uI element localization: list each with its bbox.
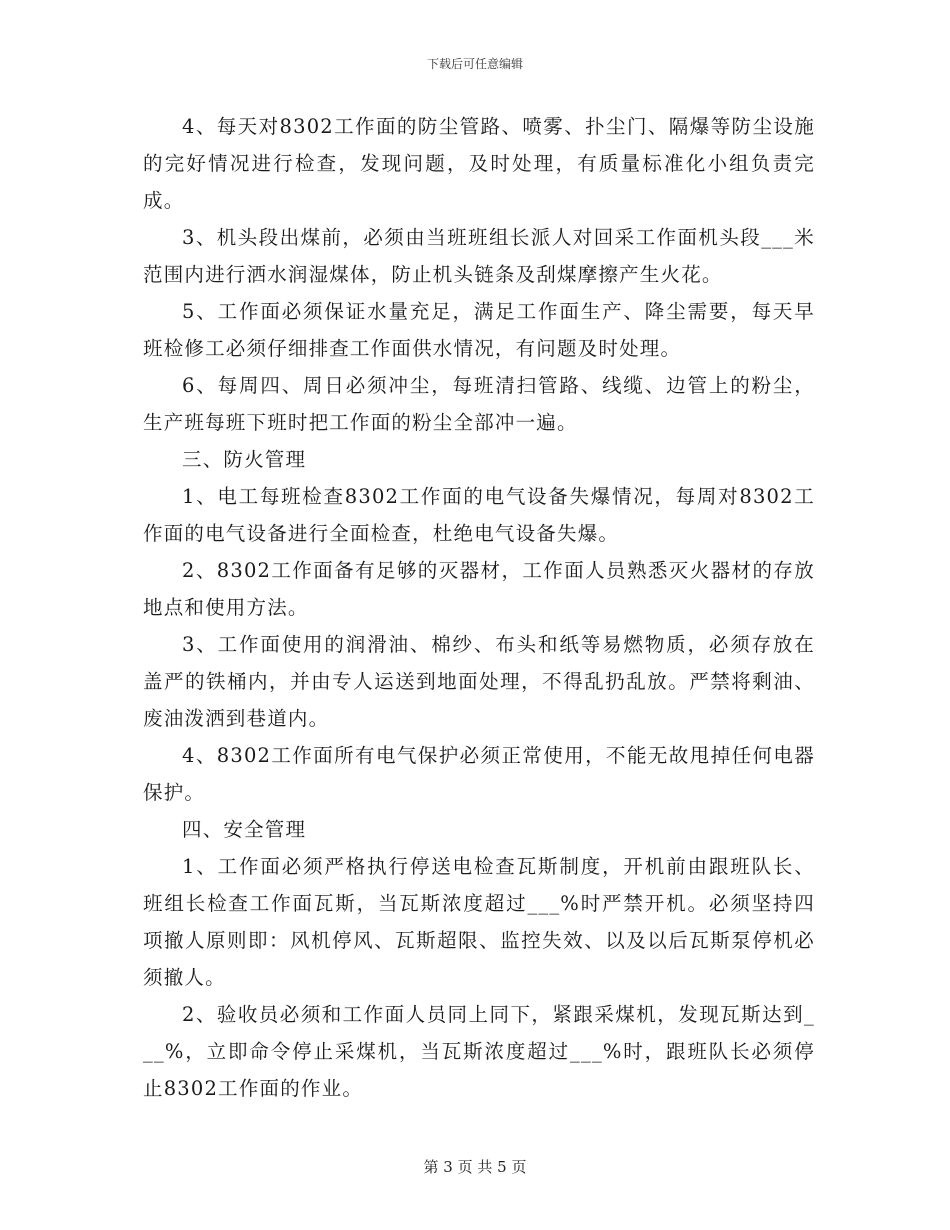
section-heading-fire-management: 三、防火管理 — [182, 448, 307, 471]
paragraph-inspector-duty: 2、验收员必须和工作面人员同上同下，紧跟采煤机，发现瓦斯达到___%，立即命令停止采煤机，当瓦斯浓度超过___%时，跟班队长必须停止8302工作面的作业。 — [143, 1003, 815, 1100]
paragraph-electrical-protection: 4、8302工作面所有电气保护必须正常使用，不能无故甩掉任何电器保护。 — [143, 744, 815, 804]
page-number: 第 3 页 共 5 页 — [423, 1158, 527, 1176]
document-body — [143, 108, 815, 1107]
paragraph-electrical-inspection: 1、电工每班检查8302工作面的电气设备失爆情况，每周对8302工作面的电气设备进行全面检查，杜绝电气设备失爆。 — [143, 485, 815, 545]
paragraph-fire-equipment: 2、8302工作面备有足够的灭器材，工作面人员熟悉灭火器材的存放地点和使用方法。 — [143, 559, 815, 619]
paragraph-gas-check-system: 1、工作面必须严格执行停送电检查瓦斯制度，开机前由跟班队长、班组长检查工作面瓦斯，当瓦斯浓度超过___%时严禁开机。必须坚持四项撤人原则即：风机停风、瓦斯超限、监控失效、以及以后瓦斯泵停机必须撤人。 — [143, 855, 815, 989]
paragraph-head-section-sprinkling: 3、机头段出煤前，必须由当班班组长派人对回采工作面机头段___米范围内进行洒水润湿煤体，防止机头链条及刮煤摩擦产生火花。 — [143, 226, 815, 286]
paragraph-flammable-storage: 3、工作面使用的润滑油、棉纱、布头和纸等易燃物质，必须存放在盖严的铁桶内，并由专人运送到地面处理，不得乱扔乱放。严禁将剩油、废油泼洒到巷道内。 — [143, 633, 815, 730]
header-note: 下载后可任意编辑 — [426, 57, 523, 71]
paragraph-water-supply: 5、工作面必须保证水量充足，满足工作面生产、降尘需要，每天早班检修工必须仔细排查工作面供水情况，有问题及时处理。 — [143, 300, 815, 360]
paragraph-dust-facility-check: 4、每天对8302工作面的防尘管路、喷雾、扑尘门、隔爆等防尘设施的完好情况进行检查，发现问题，及时处理，有质量标准化小组负责完成。 — [143, 115, 815, 212]
section-heading-safety-management: 四、安全管理 — [182, 818, 307, 841]
paragraph-dust-flushing: 6、每周四、周日必须冲尘，每班清扫管路、线缆、边管上的粉尘，生产班每班下班时把工作面的粉尘全部冲一遍。 — [143, 374, 815, 434]
